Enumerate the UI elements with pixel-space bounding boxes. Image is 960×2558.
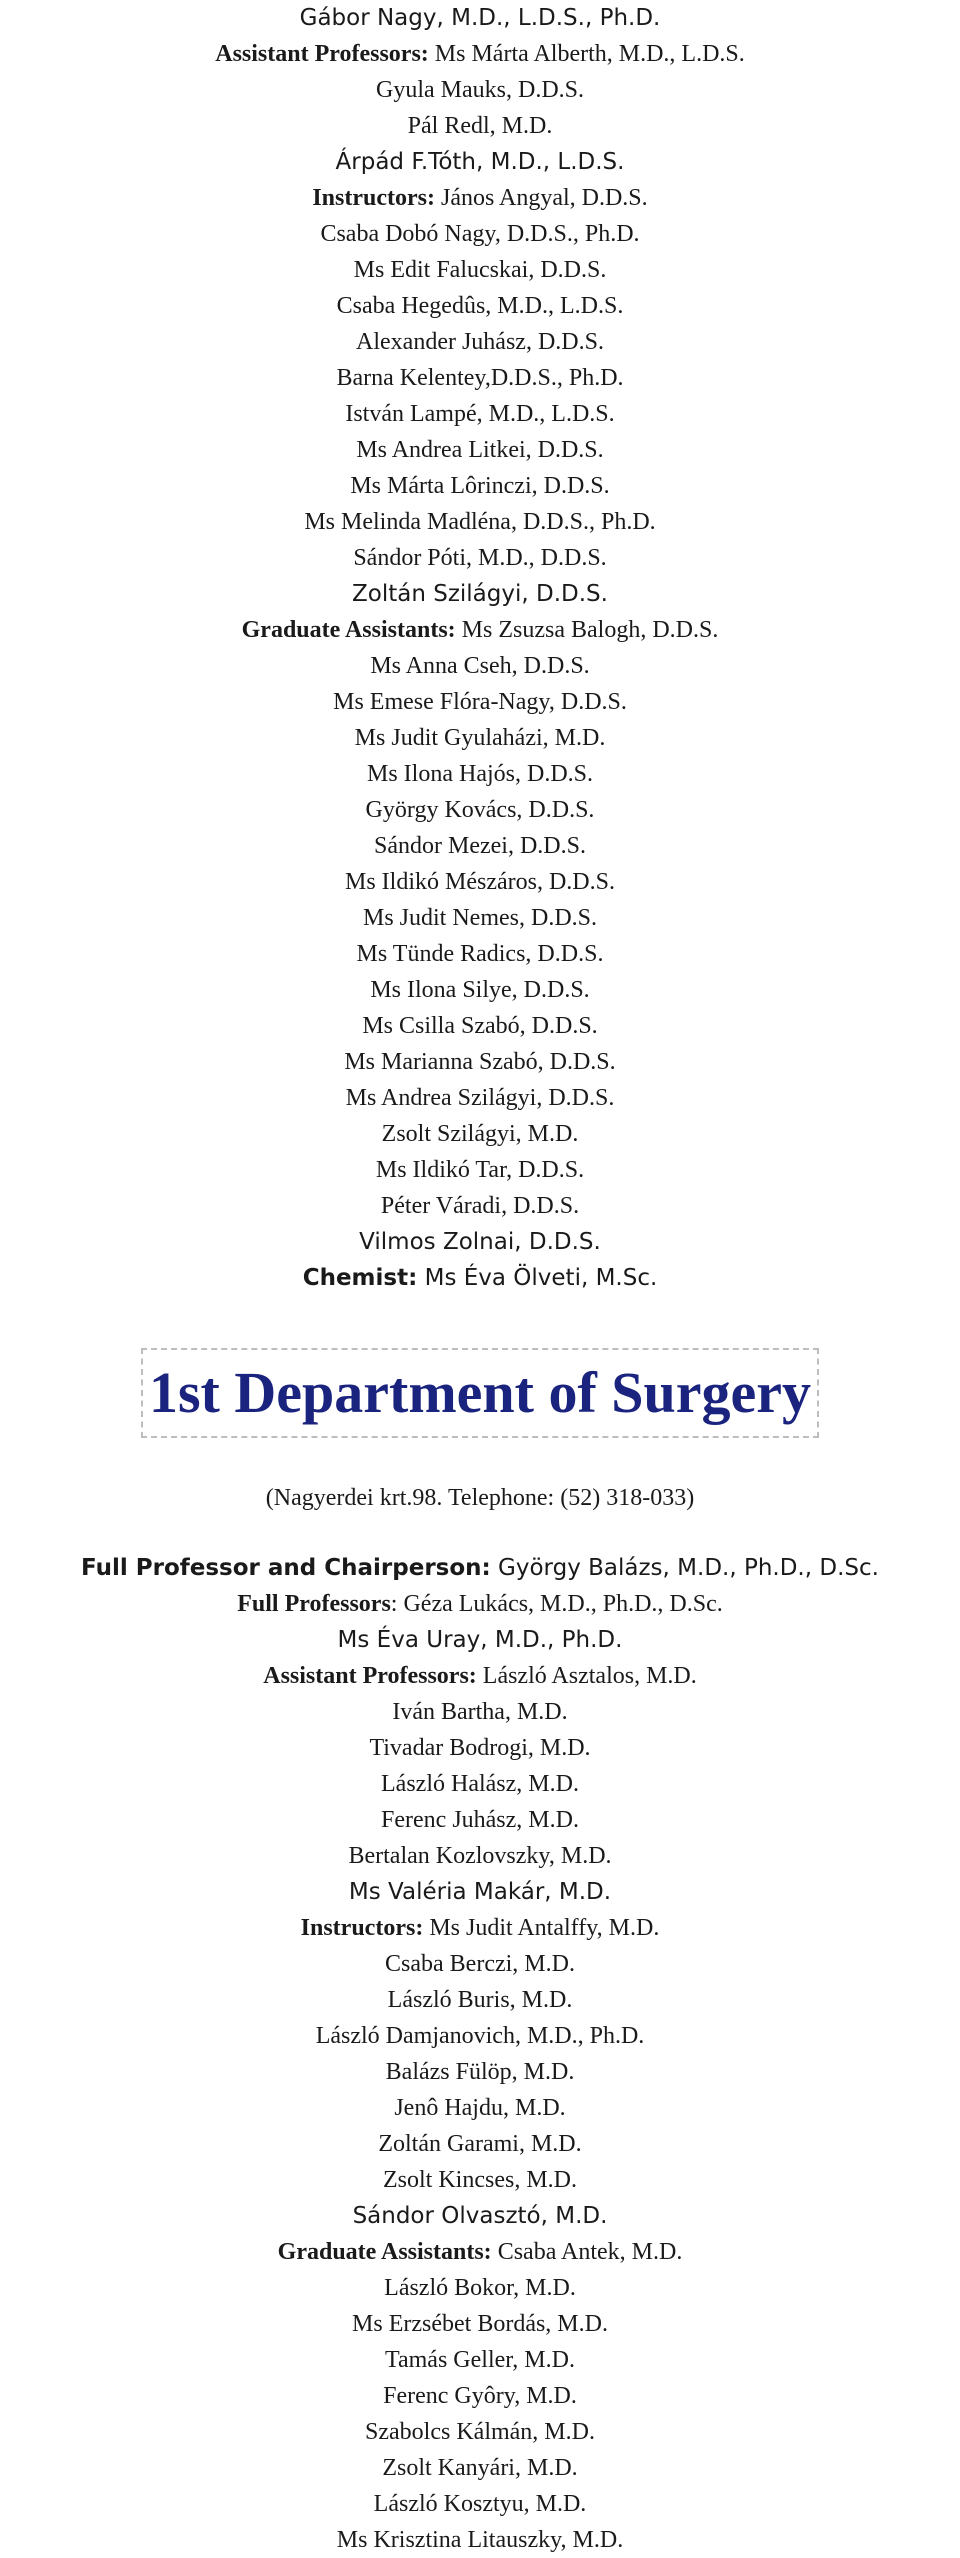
staff-name: Bertalan Kozlovszky, M.D.: [348, 1843, 612, 1869]
staff-name: Árpád F.Tóth, M.D., L.D.S.: [335, 149, 625, 175]
staff-name: István Lampé, M.D., L.D.S.: [345, 401, 615, 427]
staff-name: Ms Andrea Szilágyi, D.D.S.: [345, 1085, 615, 1111]
staff-line: [0, 504, 960, 540]
staff-name: Ms Éva Ölveti, M.Sc.: [417, 1265, 658, 1291]
staff-name: Gyula Mauks, D.D.S.: [376, 77, 584, 103]
staff-name: Sándor Olvasztó, M.D.: [352, 2203, 608, 2229]
staff-line: [0, 1982, 960, 2018]
staff-line: [0, 2054, 960, 2090]
staff-name: Zsolt Kincses, M.D.: [383, 2167, 577, 2193]
staff-name: Pál Redl, M.D.: [407, 113, 553, 139]
staff-line: [0, 540, 960, 576]
staff-name: Balázs Fülöp, M.D.: [385, 2059, 575, 2085]
staff-name: Csaba Hegedûs, M.D., L.D.S.: [336, 293, 624, 319]
staff-name: Csaba Antek, M.D.: [491, 2239, 683, 2265]
staff-name: László Damjanovich, M.D., Ph.D.: [315, 2023, 645, 2049]
staff-name: Tivadar Bodrogi, M.D.: [369, 1735, 591, 1761]
staff-line: [0, 0, 960, 36]
staff-name: Ms Ildikó Mészáros, D.D.S.: [345, 869, 615, 895]
staff-line: [0, 2342, 960, 2378]
staff-line: [0, 1946, 960, 1982]
department-title: 1st Department of Surgery: [148, 1360, 811, 1425]
staff-line: [0, 1838, 960, 1874]
staff-line: [0, 756, 960, 792]
staff-name: Sándor Póti, M.D., D.D.S.: [353, 545, 607, 571]
staff-name: Ms Edit Falucskai, D.D.S.: [353, 257, 607, 283]
staff-line: [0, 2162, 960, 2198]
staff-name: Ms Marianna Szabó, D.D.S.: [344, 1049, 616, 1075]
staff-name: Ms Judit Gyulaházi, M.D.: [354, 725, 606, 751]
staff-line: [0, 2018, 960, 2054]
staff-line: [0, 108, 960, 144]
staff-line: [0, 1152, 960, 1188]
staff-line: [0, 720, 960, 756]
staff-line: [0, 1658, 960, 1694]
staff-name: Jenô Hajdu, M.D.: [394, 2095, 566, 2121]
staff-name: Ms Ildikó Tar, D.D.S.: [375, 1157, 585, 1183]
staff-name: Ms Erzsébet Bordás, M.D.: [352, 2311, 608, 2337]
staff-line: [0, 1260, 960, 1296]
staff-name: Ms Zsuzsa Balogh, D.D.S.: [455, 617, 719, 643]
staff-line: [0, 72, 960, 108]
staff-name: Ferenc Gyôry, M.D.: [383, 2383, 577, 2409]
staff-line: [0, 648, 960, 684]
staff-line: [0, 432, 960, 468]
staff-line: [0, 2414, 960, 2450]
staff-line: [0, 1008, 960, 1044]
role-label: Graduate Assistants:: [277, 2239, 492, 2265]
staff-line: [0, 1550, 960, 1586]
staff-line: [0, 2198, 960, 2234]
staff-name: Zsolt Kanyári, M.D.: [382, 2455, 578, 2481]
staff-name: Alexander Juhász, D.D.S.: [356, 329, 604, 355]
role-label: Instructors:: [300, 1915, 424, 1941]
staff-name: László Kosztyu, M.D.: [373, 2491, 587, 2517]
staff-line: [0, 2306, 960, 2342]
staff-name: Szabolcs Kálmán, M.D.: [365, 2419, 595, 2445]
staff-name: György Balázs, M.D., Ph.D., D.Sc.: [490, 1555, 879, 1581]
staff-name: Ms Tünde Radics, D.D.S.: [356, 941, 604, 967]
staff-line: [0, 1188, 960, 1224]
staff-line: [0, 2450, 960, 2486]
staff-name: Ms Éva Uray, M.D., Ph.D.: [337, 1627, 623, 1653]
department-address: (Nagyerdei krt.98. Telephone: (52) 318-033): [265, 1485, 695, 1511]
staff-line: [0, 936, 960, 972]
staff-name: László Asztalos, M.D.: [476, 1663, 697, 1689]
staff-line: [0, 144, 960, 180]
staff-name: Ms Melinda Madléna, D.D.S., Ph.D.: [304, 509, 656, 535]
staff-name: Ms Emese Flóra-Nagy, D.D.S.: [333, 689, 627, 715]
role-label: Graduate Assistants:: [241, 617, 456, 643]
spacer: [0, 1516, 960, 1550]
department-title-box: [141, 1348, 819, 1438]
role-label: Chemist:: [302, 1265, 418, 1291]
staff-name: Ms Ilona Hajós, D.D.S.: [367, 761, 593, 787]
staff-name: Gábor Nagy, M.D., L.D.S., Ph.D.: [299, 5, 661, 31]
staff-name: Ms Valéria Makár, M.D.: [348, 1879, 612, 1905]
role-label: Instructors:: [312, 185, 435, 211]
staff-line: [0, 1694, 960, 1730]
staff-line: [0, 36, 960, 72]
staff-line: [0, 792, 960, 828]
staff-line: [0, 360, 960, 396]
staff-line: [0, 684, 960, 720]
staff-line: [0, 2090, 960, 2126]
staff-name: Ferenc Juhász, M.D.: [381, 1807, 579, 1833]
role-label: Assistant Professors:: [215, 41, 429, 67]
staff-line: [0, 1116, 960, 1152]
staff-name: Ms Márta Lôrinczi, D.D.S.: [350, 473, 610, 499]
staff-line: [0, 1766, 960, 1802]
staff-name: László Halász, M.D.: [381, 1771, 579, 1797]
staff-line: [0, 972, 960, 1008]
staff-name: Csaba Dobó Nagy, D.D.S., Ph.D.: [320, 221, 640, 247]
staff-name: Vilmos Zolnai, D.D.S.: [359, 1229, 601, 1255]
staff-line: [0, 2126, 960, 2162]
staff-line: [0, 288, 960, 324]
staff-name: Ms Krisztina Litauszky, M.D.: [336, 2527, 624, 2553]
staff-name: Ms Judit Antalffy, M.D.: [423, 1915, 660, 1941]
staff-line: [0, 576, 960, 612]
staff-line: [0, 1910, 960, 1946]
staff-line: [0, 2270, 960, 2306]
staff-name: Péter Váradi, D.D.S.: [380, 1193, 580, 1219]
staff-name: Csaba Berczi, M.D.: [385, 1951, 575, 1977]
staff-list-surgery: [0, 1550, 960, 2558]
staff-line: [0, 324, 960, 360]
staff-line: [0, 1622, 960, 1658]
staff-line: [0, 1586, 960, 1622]
staff-line: [0, 1802, 960, 1838]
staff-line: [0, 216, 960, 252]
staff-name: Zoltán Garami, M.D.: [378, 2131, 582, 2157]
staff-line: [0, 2522, 960, 2558]
staff-line: [0, 252, 960, 288]
staff-line: [0, 2378, 960, 2414]
staff-line: [0, 1044, 960, 1080]
staff-name: Zoltán Szilágyi, D.D.S.: [352, 581, 608, 607]
staff-line: [0, 2486, 960, 2522]
staff-line: [0, 2234, 960, 2270]
staff-line: [0, 1730, 960, 1766]
staff-line: [0, 900, 960, 936]
staff-name: Ms Márta Alberth, M.D., L.D.S.: [428, 41, 745, 67]
staff-name: Zsolt Szilágyi, M.D.: [381, 1121, 579, 1147]
staff-name: Tamás Geller, M.D.: [385, 2347, 575, 2373]
staff-name: : Géza Lukács, M.D., Ph.D., D.Sc.: [390, 1591, 723, 1617]
staff-name: László Bokor, M.D.: [384, 2275, 576, 2301]
staff-line: [0, 180, 960, 216]
staff-line: [0, 396, 960, 432]
staff-name: Ms Csilla Szabó, D.D.S.: [362, 1013, 598, 1039]
role-label: Assistant Professors:: [263, 1663, 477, 1689]
staff-name: László Buris, M.D.: [387, 1987, 573, 2013]
staff-name: Ms Anna Cseh, D.D.S.: [370, 653, 590, 679]
staff-name: Sándor Mezei, D.D.S.: [374, 833, 586, 859]
role-label: Full Professor and Chairperson:: [81, 1555, 491, 1581]
staff-name: János Angyal, D.D.S.: [434, 185, 648, 211]
staff-line: [0, 1874, 960, 1910]
staff-line: [0, 864, 960, 900]
staff-line: [0, 1080, 960, 1116]
staff-name: Barna Kelentey,D.D.S., Ph.D.: [336, 365, 624, 391]
role-label: Full Professors: [237, 1591, 391, 1617]
staff-name: György Kovács, D.D.S.: [365, 797, 595, 823]
staff-line: [0, 468, 960, 504]
staff-line: [0, 1224, 960, 1260]
staff-line: [0, 828, 960, 864]
staff-name: Ms Judit Nemes, D.D.S.: [362, 905, 597, 931]
department-title-wrap: [0, 1348, 960, 1438]
staff-line: [0, 612, 960, 648]
staff-name: Ms Andrea Litkei, D.D.S.: [356, 437, 604, 463]
staff-name: Ms Ilona Silye, D.D.S.: [370, 977, 590, 1003]
staff-name: Iván Bartha, M.D.: [392, 1699, 568, 1725]
